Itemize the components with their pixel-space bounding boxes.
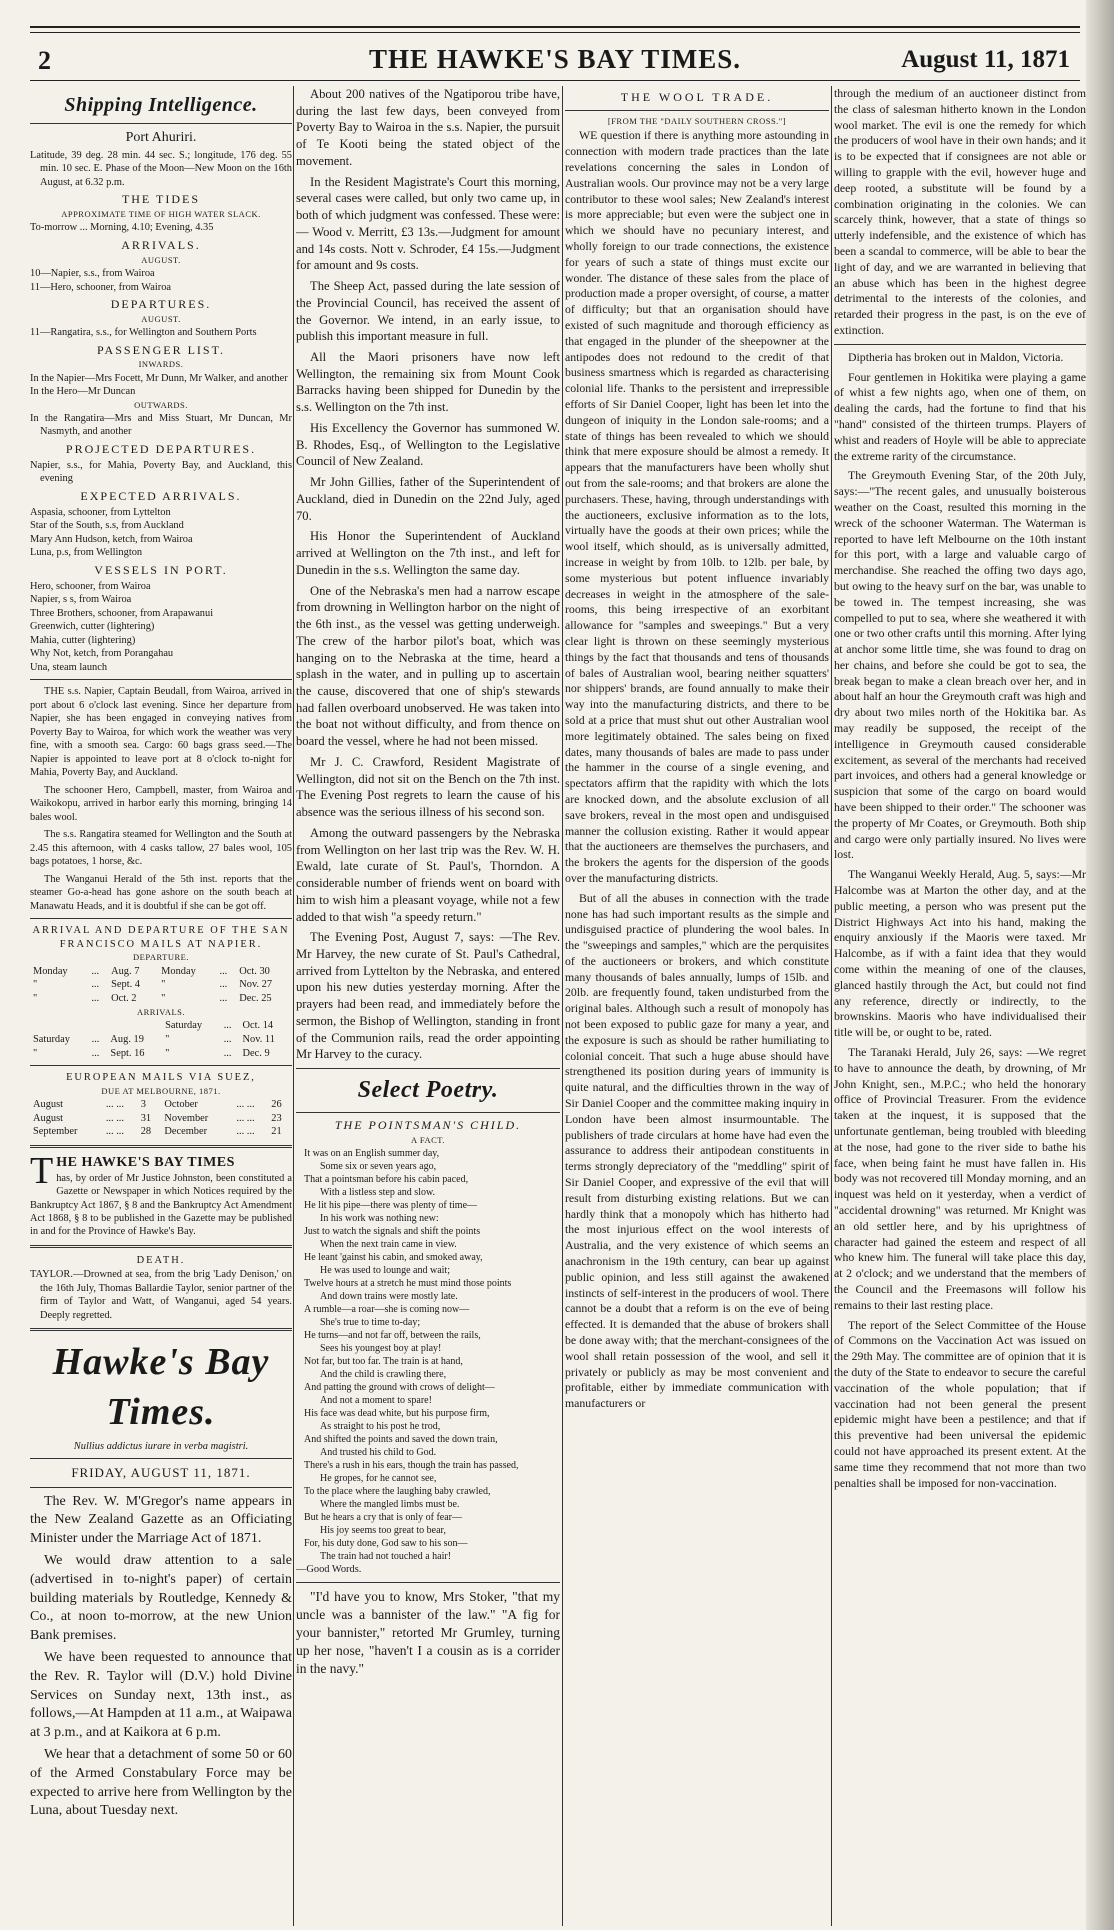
poem-line: The train had not touched a hair! [320,1551,452,1563]
cell: Oct. 14 [242,1020,274,1032]
arrival-item: 10—Napier, s.s., from Wairoa [30,268,155,280]
issue-date: August 11, 1871 [901,46,1070,73]
news-paragraph: The Sheep Act, passed during the late session of the Provincial Council, has received the assent of the Governor. We intend, in an early issue, to publish this important measure in full. [296,279,560,344]
cell: Aug. 7 [111,965,140,977]
cell: ... ... [236,1126,255,1138]
cell: ... ... [236,1098,255,1110]
expected-item: Luna, p.s, from Wellington [30,547,143,559]
paper-title: Hawke's Bay Times. [52,1341,270,1434]
vessel-item: Una, steam launch [30,661,108,673]
poem-line: He lit his pipe—there was plenty of time— [304,1200,478,1212]
news-paragraph: One of the Nebraska's men had a narrow escape from drowning in Wellington harbor on the night of the 6th inst., as the vessel was getting underweigh. The crew of the harbor pilot's boat, which was hanging on to the Nebraska at the time, heard a splash in the water, and in pulling up to ascertain the cause, discovered that one of ship's stewards had fallen overboard unobserved. He was taken into the boat not without difficulty, and from thence on board the vessel, where he had not been missed. [296,583,560,749]
table-row [30,1098,292,1112]
masthead-rule [30,26,1080,28]
cell: October [164,1098,198,1110]
mails-arrivals-table [30,1019,292,1060]
mails-title: ARRIVAL AND DEPARTURE OF THE SAN FRANCISCO MAILS AT NAPIER. [32,925,290,950]
table-row [30,1047,292,1061]
cell: 26 [271,1098,282,1110]
cell: Nov. 27 [239,979,273,991]
poem-credit: —Good Words. [296,1564,362,1576]
news-paragraph: His Excellency the Governor has summoned W. B. Rhodes, Esq., of Wellington to the Legislative Council of New Zealand. [296,420,560,469]
arrival-item: 11—Hero, schooner, from Wairoa [30,281,171,293]
mails-departure-label: DEPARTURE. [133,952,189,963]
table-row [30,992,292,1006]
death-notice-body: TAYLOR.—Drowned at sea, from the brig 'Lady Denison,' on the 16th July, Thomas Ballardie Taylor, senior partner of the firm of Taylor and Watt, of Wanganui, aged 54 years. Deeply regretted. [30,1269,292,1321]
table-row [30,1112,292,1126]
suez-mails-table [30,1098,292,1139]
poem-stanza [304,1459,560,1563]
news-paragraph: The Evening Post, August 7, says: —The Rev. Mr Harvey, the new curate of St. Paul's Cathedral, arrived from Lyttelton by the Nebraska, and entered upon his new duties yesterday morning. After the prayers had been read, and immediately before the sermon, the Bishop of Wellington, standing in front of the Communion rails, read the order appointing Mr Harvey to the curacy. [296,930,560,1062]
cell: ... [91,993,100,1005]
projected-item: Napier, s.s., for Mahia, Poverty Bay, and Auckland, this evening [30,459,292,485]
cell: 3 [140,1098,146,1110]
news-paragraph: The report of the Select Committee of the House of Commons on the Vaccination Act was issued on the 29th May. The committee are of opinion that it is the duty of the State to endeavor to secure the careful vaccination of the whole population; that if vaccination had not been general the present epidemic might have been a pestilence; and that if this preventive had been universal the epidemic could not have approached its present extent. At the same time they recommend that not more than two penalties shall be imposed for non-vaccination. [834,1317,1086,1490]
cell: Oct. 30 [239,965,270,977]
death-notice-title: DEATH. [136,1254,186,1266]
cell: Dec. 9 [242,1047,270,1059]
divider [296,1112,560,1113]
cell: 31 [140,1112,152,1124]
cell: November [164,1112,209,1124]
poem-line: And the child is crawling there, [320,1369,447,1381]
page-number: 2 [38,46,51,75]
cell: Monday [33,965,68,977]
article-paragraph: But of all the abuses in connection with the trade none has had such important results as the simple and undisguised practice of plundering the wool bales. In the "sweepings and samples," which are the perquisites of the auctioneers or brokers, and which constitute many thousands of bales annually, lumps of 15lb. and 20lb. are frequently found, taken undisturbed from the original bales. Although such a result of monopoly has not been exposed to public gaze for many a year, and the exposure is such as should be rather humiliating to colonial conceit. That such a huge abuse should have strengthened its position during years of immunity is quite natural, and the difficulties thrown in the way of Sir Daniel Cooper and the committee making inquiry in London have been almost insurmountable. The publishers of trade circulars at home have had even the assurance to address their antipodean constituents in terms strongly depreciatory of the "meddling" spirit of Sir Daniel Cooper, and expressive of the evil that will result from disturbing existing relations. But we can hardly think that a monopoly which has hitherto had the most injurious effect on the wool interests of Australia, and the very existence of which seems an anachronism in the 19th century, can bear up against public opinion, and less still against the awakened instincts of self-interest in the producers of wool. There cannot be a doubt that a reform is on the eve of being effected. It is demanded that the abuse of brokers shall be done away with; that the merchant-consignees of the wool shall retain possession of the wool, and sell it privately or publicly as may be most convenient and profitable, either by immediate communication with manufacturers or [565,890,829,1411]
poem-line: With a listless step and slow. [320,1187,436,1199]
cell: Sept. 16 [110,1047,145,1059]
poem-line: He leant 'gainst his cabin, and smoked away, [304,1252,483,1264]
table-row [30,1019,292,1033]
news-paragraph: The Rev. W. M'Gregor's name appears in the New Zealand Gazette as an Officiating Minister under the Marriage Act of 1871. [30,1493,292,1546]
poem-line: Not far, but too far. The train is at hand, [304,1356,463,1368]
poem-line: To the place where the laughing baby crawled, [304,1486,491,1498]
news-paragraph: Mr J. C. Crawford, Resident Magistrate of Wellington, did not sit on the Bench on the 7th inst. The Evening Post regrets to learn the cause of his absence was the serious illness of his second son. [296,754,560,820]
poem-stanza [304,1355,560,1459]
poem-line: That a pointsman before his cabin paced, [304,1174,469,1186]
vessel-item: Three Brothers, schooner, from Arapawanui [30,607,214,619]
departure-item: 11—Rangatira, s.s., for Wellington and Southern Ports [30,327,257,339]
news-paragraph: The Greymouth Evening Star, of the 20th July, says:—"The recent gales, and unusually boisterous weather on the Coast, resulted this morning in the wreck of the schooner Waterman. The Waterman is reported to have left Melbourne on the 10th instant for this port, with a large and valuable cargo of merchandise. She reached the offing two days ago, but owing to the heavy surf on the bar, was unable to be towed in. The tempest increasing, she was compelled to put to sea, where she weathered it with one or two other crafts until this morning. After lying at anchor some little time, she was found to drag on her chains, and before she could be got to sea, the break began to make a clean breach over her, and in about half an hour the Greymouth craft was high and dry about two miles north of the Hokitika bar. As may readily be supposed, the receipt of the intelligence in Greymouth caused considerable excitement, as several of the merchants had received part invoices, and others had a general knowledge or suspicion that some of the cargo on board would have been shipped to their order." The schooner was the property of Mr Coates, or Greymouth. Both ship and cargo were only partially insured. No lives were lost. [834,468,1086,862]
poetry-heading: Select Poetry. [357,1077,499,1104]
cell [30,1019,89,1033]
cell: ... [219,993,228,1005]
newspaper-title: THE HAWKE'S BAY TIMES. [368,44,742,74]
departures-title: DEPARTURES. [110,297,212,312]
cell [89,1019,108,1033]
poem-line: But he hears a cry that is only of fear— [304,1512,463,1524]
notice-drop-cap: T [30,1150,54,1193]
suez-mails-subtitle: DUE AT MELBOURNE, 1871. [101,1085,221,1096]
cell: Nov. 11 [242,1033,275,1045]
poem-line: And trusted his child to God. [320,1447,437,1459]
poem-line: And shifted the points and saved the down train, [304,1434,498,1446]
cell: ... [91,965,100,977]
cell: " [161,979,166,991]
poem-line: She's true to time to-day; [320,1317,421,1329]
column-rule [562,86,563,1926]
cell: ... [223,1047,232,1059]
expected-item: Aspasia, schooner, from Lyttelton [30,506,171,518]
expected-arrivals-title: EXPECTED ARRIVALS. [80,488,242,503]
cell: Oct. 2 [111,993,137,1005]
outwards-label: OUTWARDS. [134,399,188,410]
table-row [30,1125,292,1139]
poem-title: THE POINTSMAN'S CHILD. [334,1118,522,1133]
poem-line: It was on an English summer day, [304,1148,440,1160]
passenger-list-title: PASSENGER LIST. [96,342,226,357]
divider [834,344,1086,345]
cell: " [33,993,38,1005]
column-1 [30,86,292,1924]
mails-arrivals-label: ARRIVALS. [136,1006,186,1017]
poem-line: His face was dead white, but his purpose firm, [304,1408,490,1420]
divider [30,123,292,124]
divider [296,1582,560,1583]
divider [30,918,292,919]
news-paragraph: In the Resident Magistrate's Court this morning, several cases were called, but only two came up, in both of which judgment was confessed. These were:— Wood v. Merritt, £3 13s.—Judgment for amount and 14s costs. Nott v. Schroder, £4 15s.—Judgment for amount and 9s costs. [296,174,560,273]
vessel-item: Why Not, ketch, from Porangahau [30,648,174,660]
poem-line: Where the mangled limbs must be. [320,1499,460,1511]
divider [30,1458,292,1459]
cell: September [33,1126,78,1138]
poem [296,1147,560,1563]
leader-dateline: FRIDAY, AUGUST 11, 1871. [71,1465,251,1481]
masthead-rule [30,80,1080,81]
cell: Aug. 19 [110,1033,144,1045]
news-paragraph: We hear that a detachment of some 50 or 60 of the Armed Constabulary Force may be expected to arrive here from Wellington by the Luna, about Tuesday next. [30,1747,292,1819]
divider [30,1245,292,1248]
poem-line: His joy seems too great to bear, [320,1525,446,1537]
news-paragraph: We would draw attention to a sale (advertised in to-night's paper) of certain building materials by Routledge, Kennedy & Co., at noon to-morrow, at the new Union Bank premises. [30,1553,292,1643]
cell: December [164,1126,208,1138]
poem-stanza [304,1251,560,1355]
passenger-item: In the Hero—Mr Duncan [30,386,136,398]
cell: ... ... [105,1126,124,1138]
anecdote-paragraph: "I'd have you to know, Mrs Stoker, "that my uncle was a bannister of the law." "A fig for your bannister," retorted Mr Grumley, turning up her nose, "haven't I a cousin as is a corrider in the navy." [296,1588,560,1676]
paper-motto: Nullius addictus iurare in verba magistri. [73,1440,249,1452]
divider [30,1487,292,1488]
poem-line: When the next train came in view. [320,1239,457,1251]
masthead [30,22,1080,82]
poem-line: Sees his youngest boy at play! [320,1343,442,1355]
vessel-item: Greenwich, cutter (lightering) [30,621,155,633]
column-rule [831,86,832,1926]
page-edge-shadow [1086,0,1114,1930]
cell: ... ... [105,1098,124,1110]
column-4 [834,86,1086,1924]
shipping-heading: Shipping Intelligence. [64,94,258,116]
divider [30,1328,292,1331]
vessel-item: Napier, s s, from Wairoa [30,594,132,606]
cell: ... ... [236,1112,255,1124]
cell: " [165,1033,170,1045]
poem-line: Some six or seven years ago, [320,1161,437,1173]
cell: ... [91,1047,100,1059]
column-2 [296,86,560,1924]
cell: ... ... [105,1112,124,1124]
arrivals-title: ARRIVALS. [121,237,201,252]
masthead-rule [30,32,1080,33]
cell: Dec. 25 [239,993,272,1005]
cell: " [165,1047,170,1059]
news-paragraph: About 200 natives of the Ngatiporou tribe have, during the last few days, been conveyed from Poverty Bay to Wairoa in the s.s. Napier, the pursuit of Te Kooti being the stated object of the movement. [296,87,560,168]
local-news [30,1493,292,1821]
cell: " [33,979,38,991]
cell: " [33,1047,38,1059]
poem-line: In his work was nothing new: [320,1213,439,1225]
notice-body: has, by order of Mr Justice Johnston, been constituted a Gazette or Newspaper in which Notices required by the Bankruptcy Act 1867, § 8 and the Bankruptcy Act Amendment Act 1868, § 8 to be published in the Gazette may be published in and for the Province of Hawke's Bay. [30,1173,292,1238]
divider [30,679,292,680]
table-row [30,978,292,992]
inwards-label: INWARDS. [138,359,184,370]
tides-title: THE TIDES [121,192,201,207]
gazette-notice [30,1150,292,1238]
shipping-paragraph: The Wanganui Herald of the 5th inst. reports that the steamer Go-a-head has gone ashore on the south beach at Manawatu Heads, and it is doubtful if she can be got off. [30,873,292,912]
projected-departures-title: PROJECTED DEPARTURES. [65,441,257,456]
cell [107,1019,162,1033]
vessel-item: Mahia, cutter (lightering) [30,634,136,646]
table-row [30,965,292,979]
cell: 21 [271,1126,282,1138]
passenger-item: In the Napier—Mrs Focett, Mr Dunn, Mr Walker, and another [30,372,288,384]
cell: August [33,1098,64,1110]
news-paragraph: The Taranaki Herald, July 26, says: —We regret to have to announce the death, by drowning, of Mr John Knight, sen., M.P.C.; who held the honorary office of Provincial Treasurer. From the evidence taken at the inquest, it is supposed that the unfortunate gentleman, being troubled with bleeding at the nose, had gone to the river side to bathe his face, when being faint he must have fallen in. His body was not recovered till Monday morning, and an inquest was held on it yesterday, when a verdict of "accidental drowning" was returned. Mr Knight was an old settler here, and by his uprightness of character had gained the esteem and respect of all who knew him. The funeral will take place this day, at 2 o'clock; and we understand that the members of the Council and the Freemasons will follow his remains to their last resting place. [834,1045,1086,1312]
poem-line: Just to watch the signals and shift the points [304,1226,481,1238]
cell: 23 [271,1112,282,1124]
month-label: AUGUST. [141,254,181,265]
poem-line: Twelve hours at a stretch he must mind those points [304,1278,512,1290]
news-paragraph: We have been requested to announce that the Rev. R. Taylor will (D.V.) hold Divine Services on Sunday next, 13th inst., as follows,—At Hampden at 11 a.m., at Waipawa at 3 p.m., and at Kaikora at 6 p.m. [30,1650,292,1740]
article-paragraph: WE question if there is anything more astounding in connection with modern trade practices than the late revelations concerning the sales in London of Australian wools. Our province may not be a very large contributor to these wool sales; New Zealand's interest is more appreciable; but even were the subject one in which we should have no pecuniary interest, and wholly foreign to our trade connections, the existence for years of such a state of things must excite our wonder. The distance of these sales from the place of production made a proper oversight, of course, a matter of difficulty; but that an organisation should have existed of such magnitude and thorough efficiency as that engaged in the plunder of the sheepowner at the antipodes does not redound to the credit of that business smartness which is regarded as characterising colonial life. Thanks to the persistent and irrepressible efforts of Sir Daniel Cooper, light has been let into the dungeon of iniquity in the London sale-rooms; and a state of things has been revealed to which we should think that mere exposure should be almost a remedy. It appears that the manufacturers have been wholly shut out from the sale-rooms; and that brokers are alone the purchasers. These, having, through understandings with the auctioneers, exclusive information as to the lots, virtually have the goods at their own prices; while the wool itself, which should, as is universally admitted, increase in weight by from 10lb. to 12lb. per bale, by some mysterious but potent influence invariably decreases in weight in the atmosphere of the sale-rooms, this being irrespective of an exorbitant allowance for "samples and sweepings." But a very clear light is thrown on these seemingly mysterious things by the fact that thousands and tens of thousands of bales of Australian wool, bearing neither squatters' nor shippers' brands, are found annually to make their way into the manufacturing districts, and there to be sold at a price that must shut out other Australian wool more legitimately obtained. The sales being on fixed dates, many thousands of bales are made to pass under the hammer in the course of a single evening, and spectators affirm that the rapidity with which the lots are knocked down, and the absolute exclusion of all save brokers, reveal in the most open and undisguised manner the collusion existing. Rather it would appear that the auctioneers are themselves the purchasers, and the brokers the agents for the dispersion of the goods over the manufacturing districts. [565,128,829,885]
cell: " [161,993,166,1005]
news-paragraph: Diptheria has broken out in Maldon, Victoria. [848,349,1064,364]
news-paragraph: All the Maori prisoners have now left Wellington, the remaining six from Mount Cook Barracks having been shipped for Dunedin by the s.s. Wellington on the 7th inst. [296,350,560,415]
shipping-paragraph: The schooner Hero, Campbell, master, from Wairoa and Waikokopu, arrived in harbor early this morning, bringing 14 bales wool. [30,784,292,823]
table-row [30,1033,292,1047]
cell: ... [223,1033,232,1045]
poem-line: And not a moment to spare! [320,1395,432,1407]
news-paragraph: Mr John Gillies, father of the Superintendent of Auckland, died in Dunedin on the 22nd July, aged 70. [296,475,560,523]
cell: ... [223,1020,232,1032]
divider [565,110,829,111]
expected-item: Mary Ann Hudson, ketch, from Wairoa [30,533,193,545]
passenger-item: In the Rangatira—Mrs and Miss Stuart, Mr Duncan, Mr Nasmyth, and another [30,412,292,438]
poem-line: For, his duty done, God saw to his son— [304,1538,468,1550]
divider [296,1068,560,1069]
port-title: Port Ahuriri. [125,130,197,146]
vessels-in-port-title: VESSELS IN PORT. [94,562,228,577]
article-title: THE WOOL TRADE. [620,90,774,104]
poem-stanza [304,1147,560,1251]
divider [30,1065,292,1066]
poem-line: He turns—and not far off, between the rails, [304,1330,481,1342]
news-paragraph: Among the outward passengers by the Nebraska from Wellington on her last trip was the Rev. W. H. Ewald, late curate of St. Paul's, Thorndon. A considerable number of friends went on board with him to wish him a pleasant voyage, while not a few added to that wish "a speedy return." [296,825,560,924]
cell: 28 [140,1126,152,1138]
tides-times: To-morrow ... Morning, 4.10; Evening, 4.35 [30,222,214,234]
shipping-paragraph: THE s.s. Napier, Captain Beudall, from Wairoa, arrived in port about 6 o'clock last evening. Since her departure from Napier, she has been engaged in conveying natives from Poverty Bay to Wairoa, for which work the weather was very fine, with a smooth sea. Cargo: 60 bags grass seed.—The Napier is appointed to leave port at 8 o'clock to-night for Mahia, Poverty Bay, and Auckland. [30,686,292,779]
vessel-item: Hero, schooner, from Wairoa [30,580,151,592]
cell: ... [91,979,100,991]
article-source: [FROM THE "DAILY SOUTHERN CROSS."] [607,116,787,127]
port-info: Latitude, 39 deg. 28 min. 44 sec. S.; longitude, 176 deg. 55 min. 10 sec. E. Phase of the Moon—New Moon on the 16th August, at 6.32 p.m. [30,149,292,188]
expected-item: Star of the South, s.s, from Auckland [30,520,184,532]
tides-subtitle: APPROXIMATE TIME OF HIGH WATER SLACK. [61,209,261,220]
poem-line: He gropes, for he cannot see, [320,1473,437,1485]
poem-subtitle: A FACT. [411,1134,445,1145]
column-3 [565,86,829,1924]
poem-line: And down trains were mostly late. [320,1291,458,1303]
cell: Sept. 4 [111,979,140,991]
news-paragraph: Four gentlemen in Hokitika were playing a game of whist a few nights ago, when one of them, on dealing the cards, had the fortune to find that his "hand" consisted of the thirteen trumps. Players of whist and readers of Hoyle will be able to appreciate the extreme rarity of the circumstance. [834,369,1086,463]
news-paragraph: The Wanganui Weekly Herald, Aug. 5, says:—Mr Halcombe was at Marton the other day, and at the public meeting, a person who was present put the District Highways Act into his hand, making the enquiry anxiously if the Maoris were taxed. Mr Halcombe, as if with a faint idea that they would come within the meaning of one of the clauses, glanced hastily through the Act, but could not find any reference, directly or indirectly, to the brownskins. Maoris who have individualised their title will be, or ought to be, rated. [834,867,1086,1040]
poem-line: He was used to lounge and wait; [320,1265,450,1277]
suez-mails-title: EUROPEAN MAILS VIA SUEZ, [66,1072,256,1084]
article-continuation: through the medium of an auctioneer distinct from the class of salesman hitherto known in the London wool market. The evil is one the remedy for which the producers of wool have in their own hands; and it is to be expected that if consignees are not able or willing to grapple with the evil, however huge and deep rooted, a substitute will be found by a combination originating in the colonies. We can scarcely think, however, that a state of things so utterly indefensible, and the existence of which has been a scandal to commerce, will be able to bear the light of day, and we are warranted in believing that an abuse which has been in the highest degree detrimental to the interests of the colonies, and retarded their progress in the past, is on the eve of extinction. [834,86,1086,337]
poem-line: As straight to his post he trod, [320,1421,441,1433]
cell: Saturday [165,1020,203,1032]
poem-line: And patting the ground with crows of delight— [304,1382,495,1394]
poem-line: There's a rush in his ears, though the train has passed, [304,1460,519,1472]
cell: Monday [161,965,196,977]
cell: ... [219,965,228,977]
notice-heading: HE HAWKE'S BAY TIMES [56,1155,235,1171]
divider [30,1145,292,1148]
cell: Saturday [33,1033,70,1045]
shipping-paragraph: The s.s. Rangatira steamed for Wellington and the South at 2.45 this afternoon, with 4 casks tallow, 27 bales wool, 105 bags potatoes, 1 horse, &c. [30,829,292,868]
column-rule [293,86,294,1926]
poem-line: A rumble—a roar—she is coming now— [304,1304,470,1316]
mails-departure-table [30,965,292,1006]
news-paragraph: His Honor the Superintendent of Auckland arrived at Wellington on the 7th inst., and left for Dunedin in the s.s. Wellington the same day. [296,529,560,577]
cell: ... [91,1033,100,1045]
cell: ... [219,979,228,991]
cell: August [33,1112,64,1124]
month-label: AUGUST. [141,313,181,324]
